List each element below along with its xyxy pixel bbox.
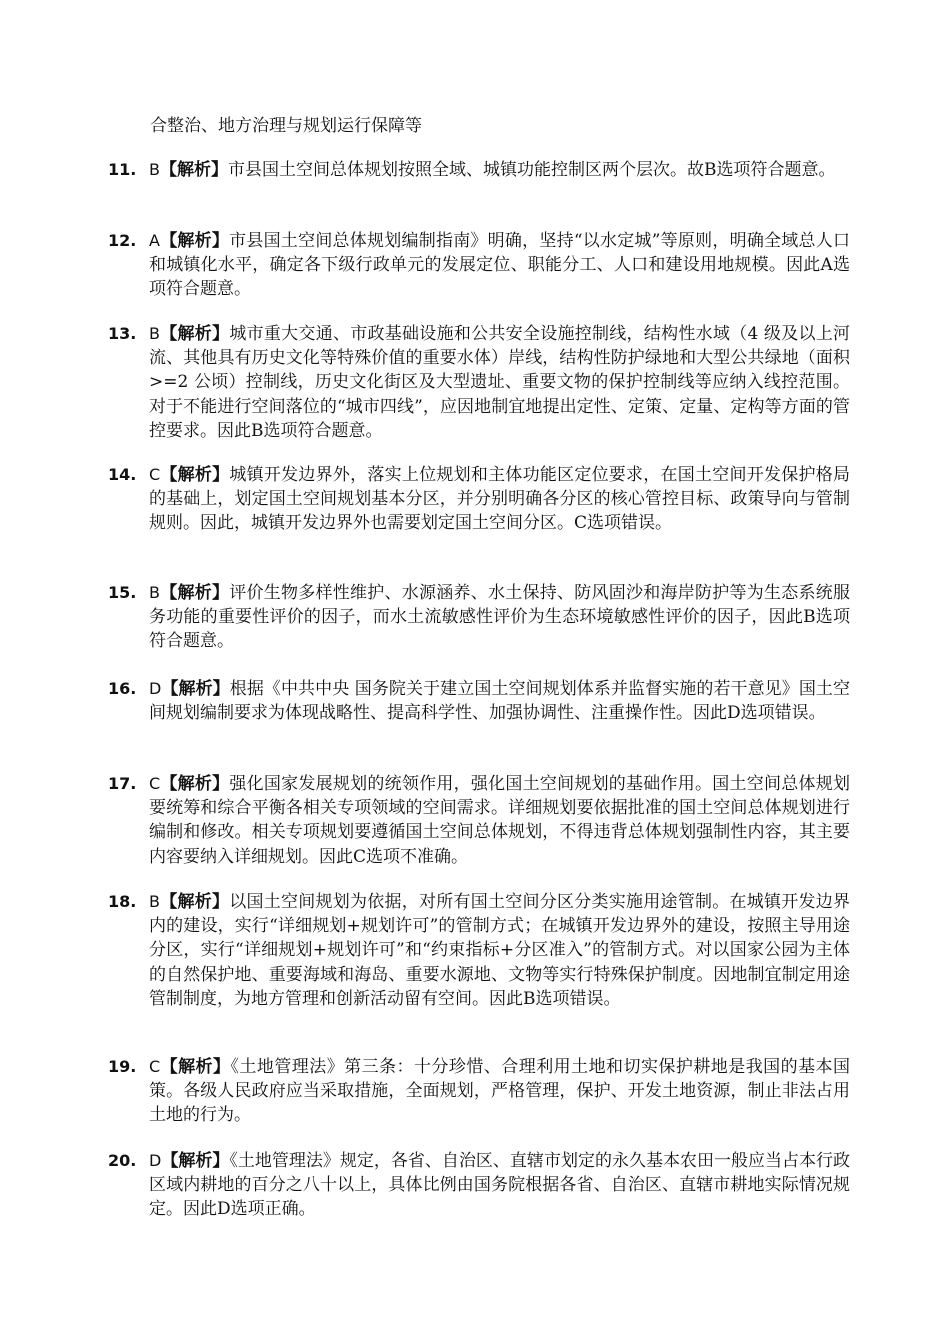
item-answer: B — [149, 583, 160, 602]
analysis-tag: 【解析】 — [159, 160, 228, 180]
analysis-tag: 【解析】 — [159, 583, 230, 603]
answer-item-20 — [108, 1149, 850, 1222]
continuation-text: 合整治、地方治理与规划运行保障等 — [150, 116, 422, 136]
item-answer: A — [149, 231, 160, 250]
item-text: 市县国土空间总体规划编制指南》明确，坚持“以水定城”等原则，明确全域总人口和城镇化水平，确定各下级行政单元的发展定位、职能分工、人口和建设用地规模。因此A选项符合题意。 — [149, 231, 850, 300]
item-number: 14. — [108, 465, 137, 484]
item-number: 18. — [108, 892, 137, 911]
analysis-tag: 【解析】 — [161, 679, 230, 699]
item-answer: D — [149, 1151, 162, 1170]
answer-item-13 — [108, 322, 850, 443]
analysis-tag: 【解析】 — [160, 465, 230, 485]
answer-item-14 — [108, 463, 850, 536]
item-body — [149, 463, 850, 536]
analysis-tag: 【解析】 — [161, 1151, 230, 1171]
item-text: 城镇开发边界外，落实上位规划和主体功能区定位要求，在国土空间开发保护格局的基础上，划定国土空间规划基本分区，并分别明确各分区的核心管控目标、政策导向与管制规则。因此，城镇开发边界外也需要划定国土空间分区。C选项错误。 — [149, 465, 851, 534]
item-body — [149, 1149, 850, 1222]
answer-item-12 — [108, 229, 850, 302]
item-number: 12. — [108, 231, 137, 250]
item-answer: C — [149, 1057, 161, 1076]
answer-item-16 — [108, 677, 850, 725]
item-body — [149, 677, 850, 725]
item-body — [149, 322, 850, 443]
answer-item-18 — [108, 890, 850, 1011]
item-body — [149, 772, 850, 869]
item-number: 16. — [108, 679, 137, 698]
item-text: 《土地管理法》规定，各省、自治区、直辖市划定的永久基本农田一般应当占本行政区域内耕地的百分之八十以上，具体比例由国务院根据各省、自治区、直辖市耕地实际情况规定。因此D选项正确。 — [149, 1151, 851, 1220]
item-number: 19. — [108, 1057, 137, 1076]
item-body — [149, 890, 850, 1011]
analysis-tag: 【解析】 — [160, 1057, 231, 1077]
item-number: 20. — [108, 1151, 137, 1170]
answer-item-15 — [108, 581, 850, 654]
item-answer: B — [149, 892, 160, 911]
analysis-tag: 【解析】 — [159, 892, 230, 912]
item-body — [149, 229, 850, 302]
answer-item-11 — [108, 158, 850, 182]
item-text: 强化国家发展规划的统领作用，强化国土空间规划的基础作用。国土空间总体规划要统筹和综合平衡各相关专项领域的空间需求。详细规划要依据批准的国土空间总体规划进行编制和修改。相关专项规划要遵循国土空间总体规划，不得违背总体规划强制性内容，其主要内容要纳入详细规划。因此C选项不准确。 — [149, 774, 851, 867]
item-answer: D — [149, 679, 162, 698]
item-number: 11. — [108, 160, 137, 179]
analysis-tag: 【解析】 — [159, 231, 230, 251]
item-number: 13. — [108, 324, 137, 343]
item-text: 《土地管理法》第三条：十分珍惜、合理利用土地和切实保护耕地是我国的基本国策。各级人民政府应当采取措施，全面规划，严格管理，保护、开发土地资源，制止非法占用土地的行为。 — [149, 1057, 851, 1126]
item-body — [149, 1055, 850, 1128]
item-text: 以国土空间规划为依据，对所有国土空间分区分类实施用途管制。在城镇开发边界内的建设，实行“详细规划+规划许可”的管制方式；在城镇开发边界外的建设，按照主导用途分区，实行“详细规划+规划许可”和“约束指标+分区准入”的管制方式。对以国家公园为主体的自然保护地、重要海域和海岛、重要水源地、文物等实行特殊保护制度。因地制宜制定用途管制制度，为地方管理和创新活动留有空间。因此B选项错误。 — [149, 892, 851, 1009]
answer-item-19 — [108, 1055, 850, 1128]
item-text: 市县国土空间总体规划按照全域、城镇功能控制区两个层次。故B选项符合题意。 — [227, 160, 836, 180]
analysis-tag: 【解析】 — [160, 774, 230, 794]
item-answer: C — [149, 774, 161, 793]
item-body — [149, 581, 850, 654]
item-number: 15. — [108, 583, 137, 602]
item-body — [149, 158, 850, 182]
item-answer: C — [149, 465, 161, 484]
item-answer: B — [149, 324, 160, 343]
item-text: 根据《中共中央 国务院关于建立国土空间规划体系并监督实施的若干意见》国土空间规划编制要求为体现战略性、提高科学性、加强协调性、注重操作性。因此D选项错误。 — [149, 679, 851, 724]
answer-item-17 — [108, 772, 850, 869]
item-text: 评价生物多样性维护、水源涵养、水土保持、防风固沙和海岸防护等为生态系统服务功能的重要性评价的因子，而水土流敏感性评价为生态环境敏感性评价的因子，因此B选项符合题意。 — [149, 583, 851, 652]
item-number: 17. — [108, 774, 137, 793]
item-answer: B — [149, 160, 160, 179]
analysis-tag: 【解析】 — [159, 324, 230, 344]
item-text: 城市重大交通、市政基础设施和公共安全设施控制线，结构性水域（4 级及以上河流、其他具有历史文化等特殊价值的重要水体）岸线，结构性防护绿地和大型公共绿地（面积>=2 公顷）控制线，历史文化街区及大型遗址、重要文物的保护控制线等应纳入线控范围。对于不能进行空间落位的“城市四线”，应因地制宜地提出定性、定策、定量、定构等方面的管控要求。因此B选项符合题意。 — [149, 324, 851, 441]
